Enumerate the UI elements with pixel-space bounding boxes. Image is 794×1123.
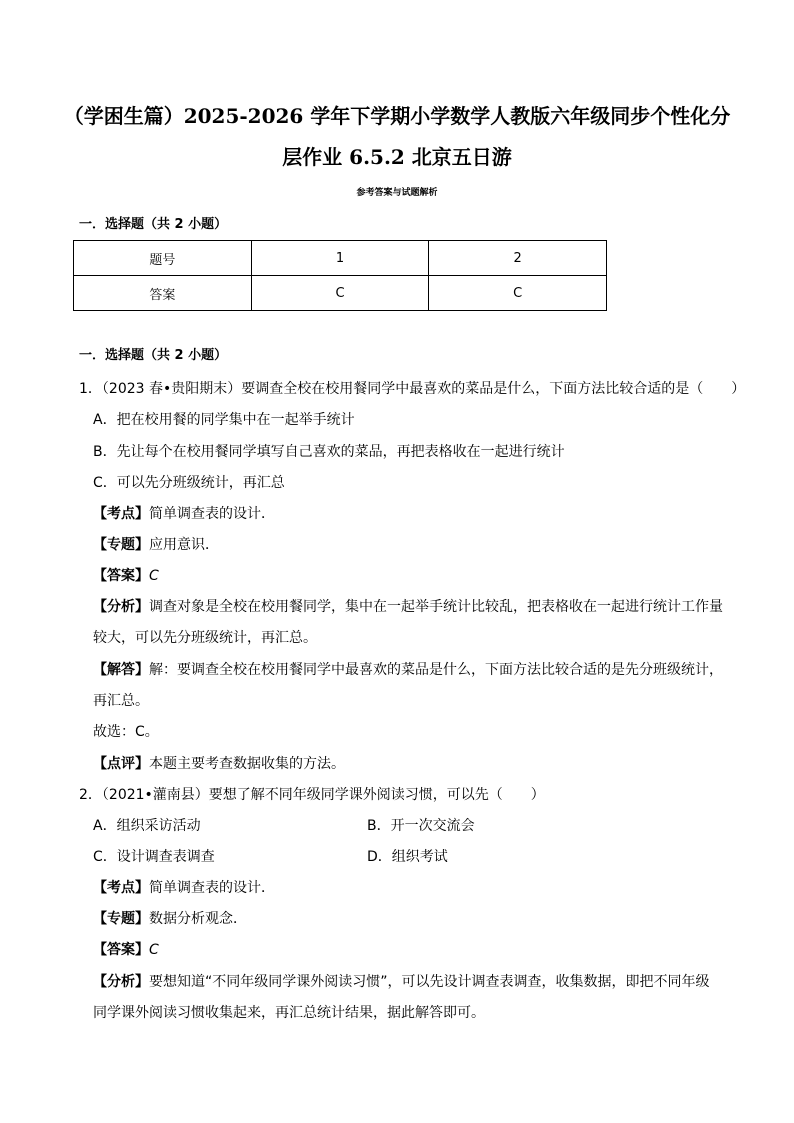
table-cell: C	[251, 276, 429, 311]
question-2-fenxi-line-2: 同学课外阅读习惯收集起来，再汇总统计结果，据此解答即可。	[93, 1005, 485, 1021]
daan-text: C	[149, 568, 159, 584]
kaodian-tag: 【考点】	[93, 506, 149, 522]
table-cell: 1	[251, 241, 429, 276]
daan-tag: 【答案】	[93, 568, 149, 584]
jieda-tag: 【解答】	[93, 662, 149, 678]
question-1-option-c: C．可以先分班级统计，再汇总	[93, 475, 285, 491]
table-header-cell: 答案	[74, 276, 252, 311]
question-2-option-a: A．组织采访活动	[93, 818, 201, 834]
table-row	[74, 276, 607, 311]
answer-summary-table	[73, 240, 607, 311]
zhuanti-text: 数据分析观念．	[149, 911, 247, 927]
table-cell: 2	[429, 241, 607, 276]
zhuanti-tag: 【专题】	[93, 537, 149, 553]
jieda-text: 解：要调查全校在校用餐同学中最喜欢的菜品是什么，下面方法比较合适的是先分班级统计，	[149, 662, 723, 678]
summary-heading: 一．选择题（共 2 小题）	[79, 217, 228, 232]
question-2-kaodian	[93, 878, 275, 898]
fenxi-text: 要想知道“不同年级同学课外阅读习惯”，可以先设计调查表调查，收集数据，即把不同年级	[149, 974, 710, 990]
table-header-cell: 题号	[74, 241, 252, 276]
question-2-option-b: B．开一次交流会	[367, 818, 475, 834]
zhuanti-tag: 【专题】	[93, 911, 149, 927]
question-2-daan	[93, 940, 159, 960]
kaodian-tag: 【考点】	[93, 880, 149, 896]
question-2-option-c: C．设计调查表调查	[93, 849, 215, 865]
question-2-zhuanti	[93, 909, 247, 929]
dianping-text: 本题主要考查数据收集的方法。	[149, 756, 345, 772]
fenxi-tag: 【分析】	[93, 599, 149, 615]
question-2-fenxi-line-1	[93, 972, 710, 992]
question-1-jieda-line-1	[93, 660, 723, 680]
fenxi-text: 调查对象是全校在校用餐同学，集中在一起举手统计比较乱，把表格收在一起进行统计工作量	[149, 599, 723, 615]
table-cell: C	[429, 276, 607, 311]
fenxi-tag: 【分析】	[93, 974, 149, 990]
table-row	[74, 241, 607, 276]
question-1-kaodian	[93, 504, 275, 524]
question-1-daan	[93, 566, 159, 586]
question-1-option-b: B．先让每个在校用餐同学填写自己喜欢的菜品，再把表格收在一起进行统计	[93, 444, 565, 460]
question-2-stem: 2．（2021•灌南县）要想了解不同年级同学课外阅读习惯，可以先（ ）	[79, 787, 545, 803]
dianping-tag: 【点评】	[93, 756, 149, 772]
daan-tag: 【答案】	[93, 942, 149, 958]
question-1-guxuan: 故选：C。	[93, 724, 159, 740]
section-heading: 一．选择题（共 2 小题）	[79, 348, 228, 363]
question-1-fenxi-line-1	[93, 597, 723, 617]
question-1-option-a: A．把在校用餐的同学集中在一起举手统计	[93, 412, 355, 428]
question-2-option-d: D．组织考试	[367, 849, 448, 865]
question-1-dianping	[93, 754, 345, 774]
document-title-line-1: （学困生篇）2025-2026 学年下学期小学数学人教版六年级同步个性化分	[63, 104, 731, 128]
document-title-line-2: 层作业 6.5.2 北京五日游	[282, 145, 512, 169]
question-1-jieda-line-2: 再汇总。	[93, 693, 149, 709]
question-1-fenxi-line-2: 较大，可以先分班级统计，再汇总。	[93, 630, 317, 646]
kaodian-text: 简单调查表的设计．	[149, 506, 275, 522]
question-1-zhuanti	[93, 535, 219, 555]
kaodian-text: 简单调查表的设计．	[149, 880, 275, 896]
question-1-stem: 1．（2023 春•贵阳期末）要调查全校在校用餐同学中最喜欢的菜品是什么，下面方法比较合适的是（ ）	[79, 381, 746, 397]
daan-text: C	[149, 942, 159, 958]
zhuanti-text: 应用意识．	[149, 537, 219, 553]
document-subtitle: 参考答案与试题解析	[356, 188, 438, 198]
